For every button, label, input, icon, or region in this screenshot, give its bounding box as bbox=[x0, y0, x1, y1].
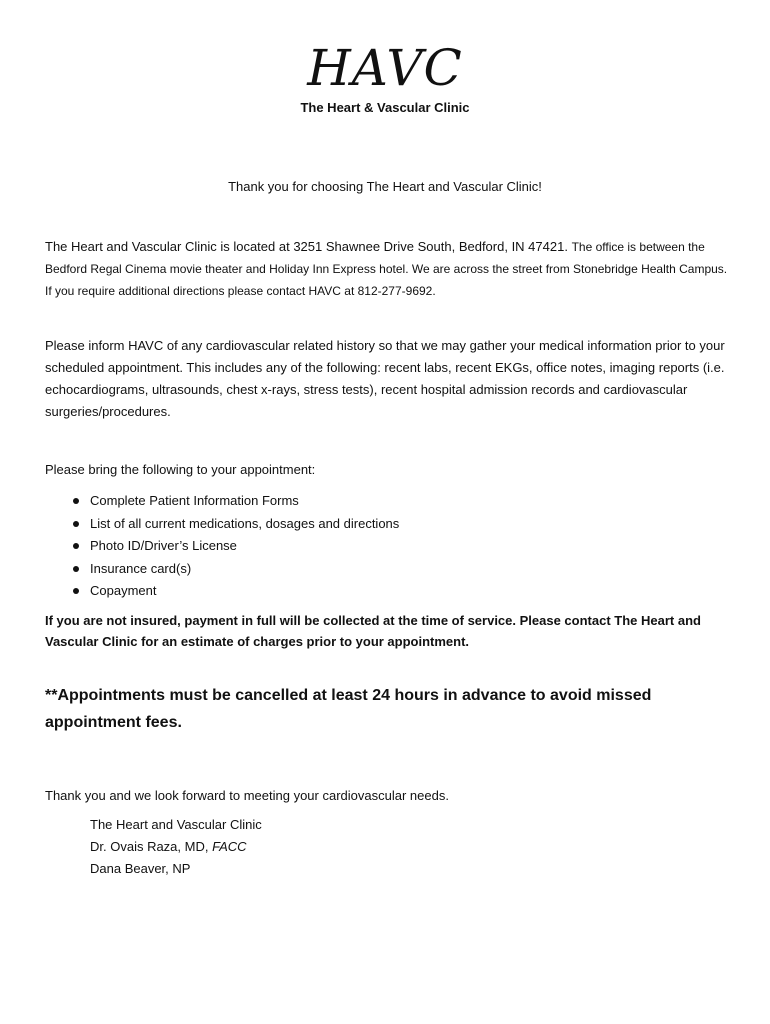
doctor-name: Dr. Ovais Raza, MD, bbox=[90, 839, 209, 854]
list-item: Copayment bbox=[45, 580, 730, 603]
signature-clinic: The Heart and Vascular Clinic bbox=[90, 817, 262, 832]
clinic-logo bbox=[0, 40, 770, 116]
list-item: Complete Patient Information Forms bbox=[45, 490, 730, 513]
signature-np: Dana Beaver, NP bbox=[90, 861, 191, 876]
logo-subtitle: The Heart & Vascular Clinic bbox=[300, 100, 470, 115]
bring-list bbox=[45, 490, 730, 603]
signature-block bbox=[90, 814, 690, 880]
logo-wordmark: HAVC bbox=[307, 39, 463, 97]
history-paragraph: Please inform HAVC of any cardiovascular related history so that we may gather your medical information prior to your scheduled appointment. This includes any of the following: recent labs, recent EKGs, office notes, imaging reports (i.e. echocardiograms, ultrasounds, chest x-rays, stress tests), recent hospital admission records and cardiovascular surgeries/procedures. bbox=[45, 338, 725, 419]
list-item: Insurance card(s) bbox=[45, 558, 730, 581]
address-details: The office is between the Bedford Regal Cinema movie theater and Holiday Inn Express hotel. We are across the street from Stonebridge Health Campus. If you require additional directions please contact HAVC at 812-277-9692. bbox=[45, 240, 728, 298]
payment-notice: If you are not insured, payment in full will be collected at the time of service. Please contact The Heart and Vascular Clinic for an estimate of charges prior to your appointment. bbox=[45, 613, 701, 649]
bring-heading: Please bring the following to your appointment: bbox=[45, 462, 316, 477]
signature-doctor bbox=[90, 836, 690, 858]
greeting-line: Thank you for choosing The Heart and Vascular Clinic! bbox=[228, 179, 542, 194]
address-main: The Heart and Vascular Clinic is located at 3251 Shawnee Drive South, Bedford, IN 47421. bbox=[45, 239, 568, 254]
list-item: List of all current medications, dosages and directions bbox=[45, 513, 730, 536]
closing-line: Thank you and we look forward to meeting your cardiovascular needs. bbox=[45, 788, 449, 803]
cancellation-notice: **Appointments must be cancelled at least 24 hours in advance to avoid missed appointment fees. bbox=[45, 687, 652, 731]
doctor-credential: FACC bbox=[212, 839, 247, 854]
address-paragraph bbox=[45, 236, 730, 302]
list-item: Photo ID/Driver’s License bbox=[45, 535, 730, 558]
